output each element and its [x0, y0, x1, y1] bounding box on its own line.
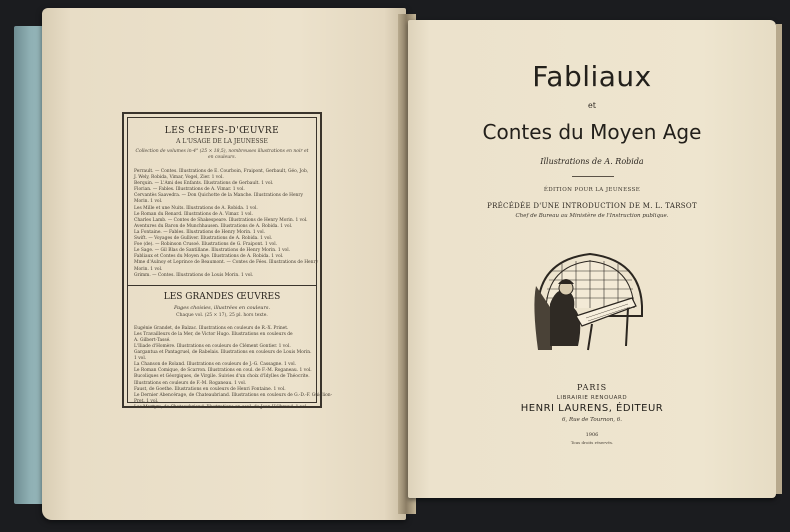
- catalog-entry: Le Sage. — Gil Blas de Santillane. Illustrations de Henry Morin. 1 vol.: [134, 248, 291, 254]
- author-role-line: Chef de Bureau au Ministère de l'Instruction publique.: [515, 213, 669, 219]
- scribe-illustration: [532, 246, 648, 354]
- catalog-entry: Florian. — Fables. Illustrations de A. Vimar. 1 vol.: [134, 187, 245, 193]
- catalog-entry: L'Iliade d'Homère. Illustrations en couleurs de Clément Gontier. 1 vol.: [134, 343, 291, 349]
- edition-line: ÉDITION POUR LA JEUNESSE: [543, 187, 641, 193]
- introduction-line: PRÉCÉDÉE D'UNE INTRODUCTION DE M. L. TARSOT: [487, 202, 697, 210]
- catalog-entry: Faust, de Goethe. Illustrations en couleurs de Henri Fontaine. 1 vol.: [134, 386, 286, 392]
- catalog-title: LES CHEFS-D'ŒUVRE: [164, 126, 280, 136]
- imprint-city: PARIS: [576, 383, 608, 392]
- imprint-publisher: HENRI LAURENS, ÉDITEUR: [520, 403, 664, 414]
- catalog-entry: Aventures du Baron de Munchhausen. Illustrations de A. Robida. 1 vol.: [134, 223, 293, 229]
- book-subtitle: Contes du Moyen Age: [482, 120, 702, 144]
- imprint-address: 6, Rue de Tournon, 6.: [561, 417, 623, 423]
- rights-notice: Tous droits réservés.: [570, 440, 614, 445]
- catalog-list: [134, 169, 319, 279]
- catalog-entry: 1 vol.: [134, 356, 147, 362]
- title-rule: [572, 176, 614, 177]
- catalog-entry: Bucoliques et Géorgiques, de Virgile. Suivies d'un choix d'Idylles de Théocrite.: [134, 374, 310, 380]
- catalog-entry: Morin. 1 vol.: [134, 266, 163, 272]
- catalog-entry: Eugénie Grandet, de Balzac. Illustrations en couleurs de R.-X. Prinet.: [134, 325, 289, 331]
- catalog-entry: Morin. 1 vol.: [134, 199, 163, 205]
- catalog-entry: Grimm. — Contes. Illustrations de Louis Morin. 1 vol.: [134, 272, 254, 278]
- catalog-entry: La Fontaine. — Fables. Illustrations de Henry Morin. 1 vol.: [134, 229, 266, 235]
- imprint-year: 1906: [585, 432, 599, 438]
- catalog-entry: La Chanson de Roland. Illustrations en couleurs de J.-G. Cassagne. 1 vol.: [134, 362, 297, 368]
- catalog-entry: A. Gilbert-Tassé.: [134, 337, 171, 343]
- catalog-entry: Charles Lamb. — Contes de Shakespeare. Illustrations de Henry Morin. 1 vol.: [134, 217, 308, 223]
- catalog-entry: Perrault. — Contes. Illustrations de E. Courboin, Fraipont, Gerbault, Géo, Job,: [134, 169, 309, 174]
- catalog-entry: Le Dernier Abencérage, de Chateaubriand. Illustrations en couleurs de G.-D.-F. Guiglion-: [134, 392, 333, 398]
- title-conjunction: et: [588, 101, 596, 110]
- catalog-title-2: LES GRANDES ŒUVRES: [163, 291, 281, 302]
- catalog-entry: Fabliaux et Contes du Moyen Age. Illustrations de A. Robida. 1 vol.: [134, 254, 284, 260]
- page-edges: [776, 24, 782, 494]
- catalog-entry: Les Martyrs, de Chateaubriand. Illustrations en coul. de Jean Hélbrand. 1 vol.: [134, 404, 308, 410]
- book-title: Fabliaux: [532, 60, 652, 93]
- catalog-entry: J. Wely, Robida, Vimar, Vogel, Zier. 1 vol.: [134, 175, 224, 181]
- catalog-note-2: Chaque vol. (25 × 17), 25 pl. hors texte.: [176, 312, 268, 318]
- illustrator-credit: Illustrations de A. Robida: [540, 157, 644, 166]
- catalog-entry: Cervantès Saavedra. — Don Quichotte de la Manche. Illustrations de Henry: [134, 193, 303, 199]
- catalog-divider: [128, 285, 316, 286]
- imprint-librairie: LIBRAIRIE RENOUARD: [556, 395, 628, 401]
- catalog-entry: Le Roman Comique, de Scarron. Illustrations en coul. de F.-M. Roganeau. 1 vol.: [134, 368, 312, 374]
- catalog-entry: Swift. — Voyages de Gulliver. Illustrations de A. Robida. 1 vol.: [134, 236, 273, 242]
- catalog-note: Collection de volumes in-4° (25 × 18,5), nombreuses illustrations en noir et en couleurs.: [135, 149, 309, 160]
- catalog-box: [122, 112, 333, 410]
- catalog-entry: Les Mille et une Nuits. Illustrations de A. Robida. 1 vol.: [134, 205, 258, 211]
- catalog-entry: Berquin. — L'Ami des Enfants. Illustrations de Gerbault. 1 vol.: [134, 181, 274, 187]
- catalog-subtitle-2: Pages choisies, illustrées en couleurs.: [173, 304, 271, 311]
- catalog-entry: Foe (de). — Robinson Crusoé. Illustrations de G. Fraipont. 1 vol.: [134, 242, 277, 248]
- catalog-entry: Le Roman du Renard. Illustrations de A. Vimar. 1 vol.: [134, 211, 253, 217]
- catalog-entry: Mme d'Aulnoy et Leprince de Beaumont. — Contes de Fées. Illustrations de Henry: [134, 260, 319, 266]
- catalog-entry: Gargantua et Pantagruel, de Rabelais. Illustrations en couleurs de Louis Morin.: [134, 350, 312, 356]
- catalog-list-2: [134, 325, 333, 411]
- catalog-entry: Pret. 1 vol.: [134, 398, 159, 404]
- catalog-entry: Les Travailleurs de la Mer, de Victor Hugo. Illustrations en couleurs de: [134, 331, 293, 337]
- catalog-entry: Illustrations en couleurs de F.-M. Roganeau. 1 vol.: [134, 380, 247, 386]
- catalog-subtitle: A L'USAGE DE LA JEUNESSE: [176, 138, 268, 145]
